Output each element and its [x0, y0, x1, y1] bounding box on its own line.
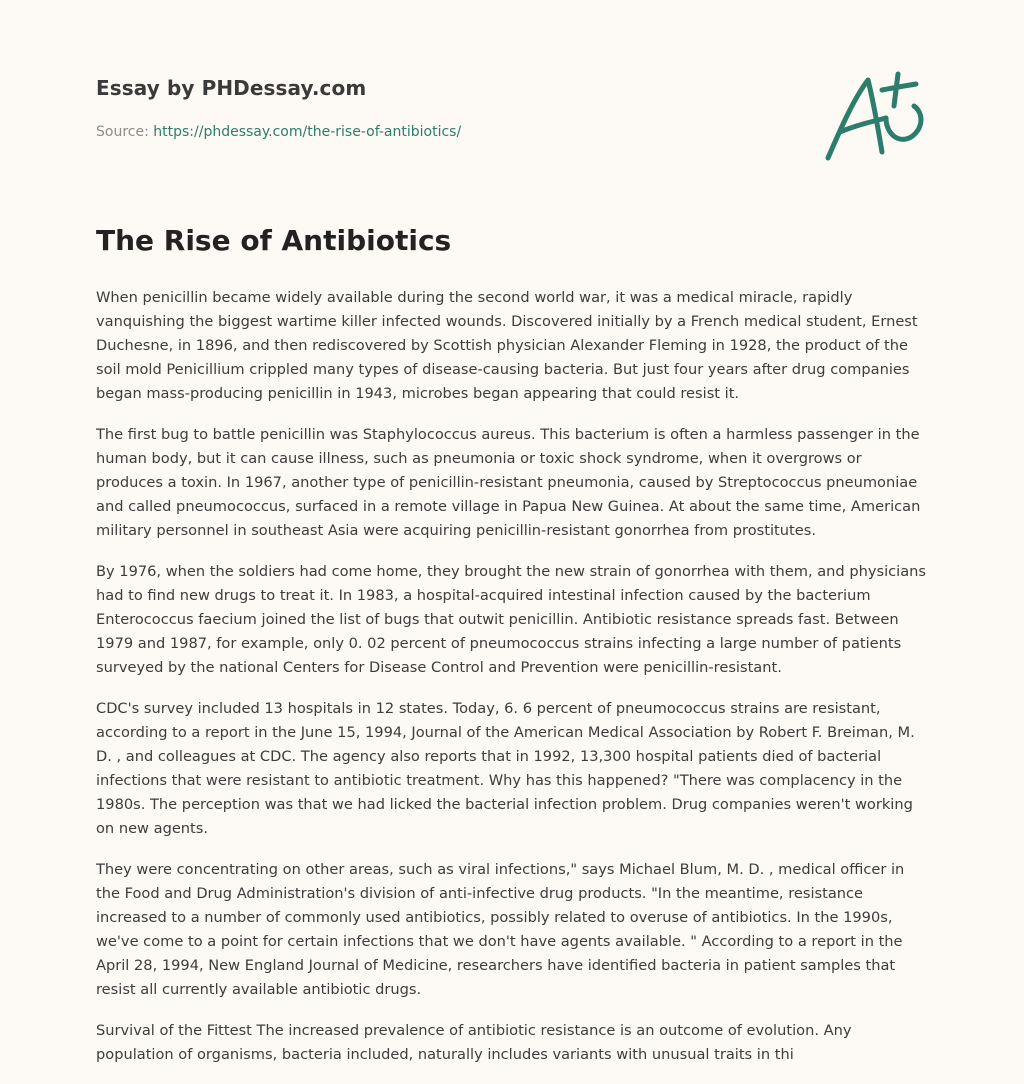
essay-title: The Rise of Antibiotics	[96, 224, 452, 257]
a-plus-logo-icon	[822, 68, 928, 164]
site-brand: Essay by PHDessay.com	[96, 76, 367, 100]
essay-paragraph: The first bug to battle penicillin was Staphylococcus aureus. This bacterium is often a harmless passenger in the human body, but it can cause illness, such as pneumonia or toxic shock syndrome, when it overgrows or produces a toxin. In 1967, another type of penicillin-resistant pneumonia, caused by Streptococcus pneumoniae and called pneumococcus, surfaced in a remote village in Papua New Guinea. At about the same time, American military personnel in southeast Asia were acquiring penicillin-resistant gonorrhea from prostitutes.	[96, 426, 921, 539]
essay-paragraph: By 1976, when the soldiers had come home, they brought the new strain of gonorrhea with them, and physicians had to find new drugs to treat it. In 1983, a hospital-acquired intestinal infection caused by the bacterium Enterococcus faecium joined the list of bugs that outwit penicillin. Antibiotic resistance spreads fast. Between 1979 and 1987, for example, only 0. 02 percent of pneumococcus strains infecting a large number of patients surveyed by the national Centers for Disease Control and Prevention were penicillin-resistant.	[96, 563, 927, 676]
essay-body	[96, 286, 928, 1084]
source-link[interactable]: https://phdessay.com/the-rise-of-antibiotics/	[153, 124, 462, 140]
source-label: Source:	[96, 124, 154, 140]
essay-paragraph: Survival of the Fittest The increased prevalence of antibiotic resistance is an outcome of evolution. Any population of organisms, bacteria included, naturally includes variants with unusual traits in thi	[96, 1022, 852, 1063]
essay-paragraph: When penicillin became widely available during the second world war, it was a medical miracle, rapidly vanquishing the biggest wartime killer infected wounds. Discovered initially by a French medical student, Ernest Duchesne, in 1896, and then rediscovered by Scottish physician Alexander Fleming in 1928, the product of the soil mold Penicillium crippled many types of disease-causing bacteria. But just four years after drug companies began mass-producing penicillin in 1943, microbes began appearing that could resist it.	[96, 289, 918, 402]
source-line	[96, 124, 461, 140]
essay-paragraph: CDC's survey included 13 hospitals in 12 states. Today, 6. 6 percent of pneumococcus strains are resistant, according to a report in the June 15, 1994, Journal of the American Medical Association by Robert F. Breiman, M. D. , and colleagues at CDC. The agency also reports that in 1992, 13,300 hospital patients died of bacterial infections that were resistant to antibiotic treatment. Why has this happened? "There was complacency in the 1980s. The perception was that we had licked the bacterial infection problem. Drug companies weren't working on new agents.	[96, 700, 915, 837]
essay-paragraph: They were concentrating on other areas, such as viral infections," says Michael Blum, M. D. , medical officer in the Food and Drug Administration's division of anti-infective drug products. "In the meantime, resistance increased to a number of commonly used antibiotics, possibly related to overuse of antibiotics. In the 1990s, we've come to a point for certain infections that we don't have agents available. " According to a report in the April 28, 1994, New England Journal of Medicine, researchers have identified bacteria in patient samples that resist all currently available antibiotic drugs.	[96, 861, 905, 998]
